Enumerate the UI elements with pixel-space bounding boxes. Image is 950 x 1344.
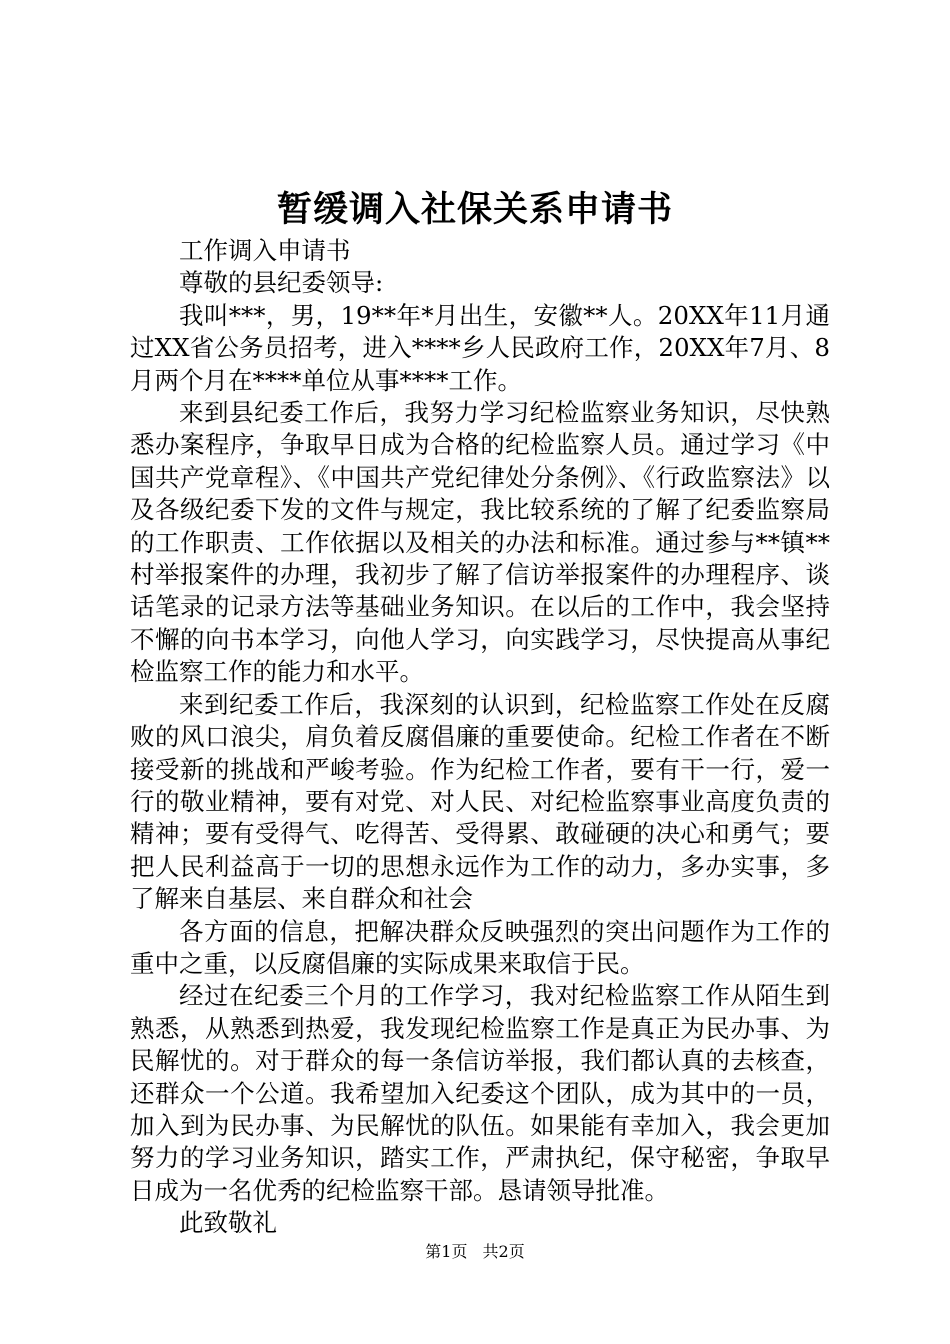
- paragraph-salutation: 尊敬的县纪委领导:: [179, 268, 384, 298]
- paragraph-learning: 来到县纪委工作后，我努力学习纪检监察业务知识，尽快熟悉办案程序，争取早日成为合格的纪检监察人员。通过学习《中国共产党章程》、《中国共产党纪律处分条例》、《行政监察法》以及各级纪委下发的文件与规定，我比较系统的了解了纪委监察局的工作职责、工作依据以及相关的办法和标准。通过参与**镇**村举报案件的办理，我初步了解了信访举报案件的办理程序、谈话笔录的记录方法等基础业务知识。在以后的工作中，我会坚持不懈的向书本学习，向他人学习，向实践学习，尽快提高从事纪检监察工作的能力和水平。: [130, 398, 830, 687]
- page-number-total: 共2页: [482, 1242, 525, 1261]
- paragraph-closing: 此致敬礼: [179, 1208, 277, 1238]
- document-title: 暂缓调入社保关系申请书: [276, 189, 673, 230]
- paragraph-understanding-continued: 各方面的信息，把解决群众反映强烈的突出问题作为工作的重中之重，以反腐倡廉的实际成果来取信于民。: [130, 916, 830, 978]
- page-footer: [0, 1240, 950, 1264]
- paragraph-request: 经过在纪委三个月的工作学习，我对纪检监察工作从陌生到熟悉，从熟悉到热爱，我发现纪检监察工作是真正为民办事、为民解忧的。对于群众的每一条信访举报，我们都认真的去核查，还群众一个公道。我希望加入纪委这个团队，成为其中的一员，加入到为民办事、为民解忧的队伍。如果能有幸加入，我会更加努力的学习业务知识，踏实工作，严肃执纪，保守秘密，争取早日成为一名优秀的纪检监察干部。恳请领导批准。: [130, 981, 830, 1205]
- paragraph-subject: 工作调入申请书: [179, 236, 351, 265]
- document-body: [130, 235, 830, 1240]
- paragraph-introduction: 我叫***，男，19**年*月出生，安徽**人。20XX年11月通过XX省公务员招考，进入****乡人民政府工作，20XX年7月、8月两个月在****单位从事****工作。: [130, 300, 830, 395]
- page-number-current: 第1页: [425, 1242, 468, 1261]
- paragraph-understanding: 来到纪委工作后，我深刻的认识到，纪检监察工作处在反腐败的风口浪尖，肩负着反腐倡廉的重要使命。纪检工作者在不断接受新的挑战和严峻考验。作为纪检工作者，要有干一行，爱一行的敬业精神，要有对党、对人民、对纪检监察事业高度负责的精神；要有受得气、吃得苦、受得累、敢碰硬的决心和勇气；要把人民利益高于一切的思想永远作为工作的动力，多办实事，多了解来自基层、来自群众和社会: [130, 689, 830, 914]
